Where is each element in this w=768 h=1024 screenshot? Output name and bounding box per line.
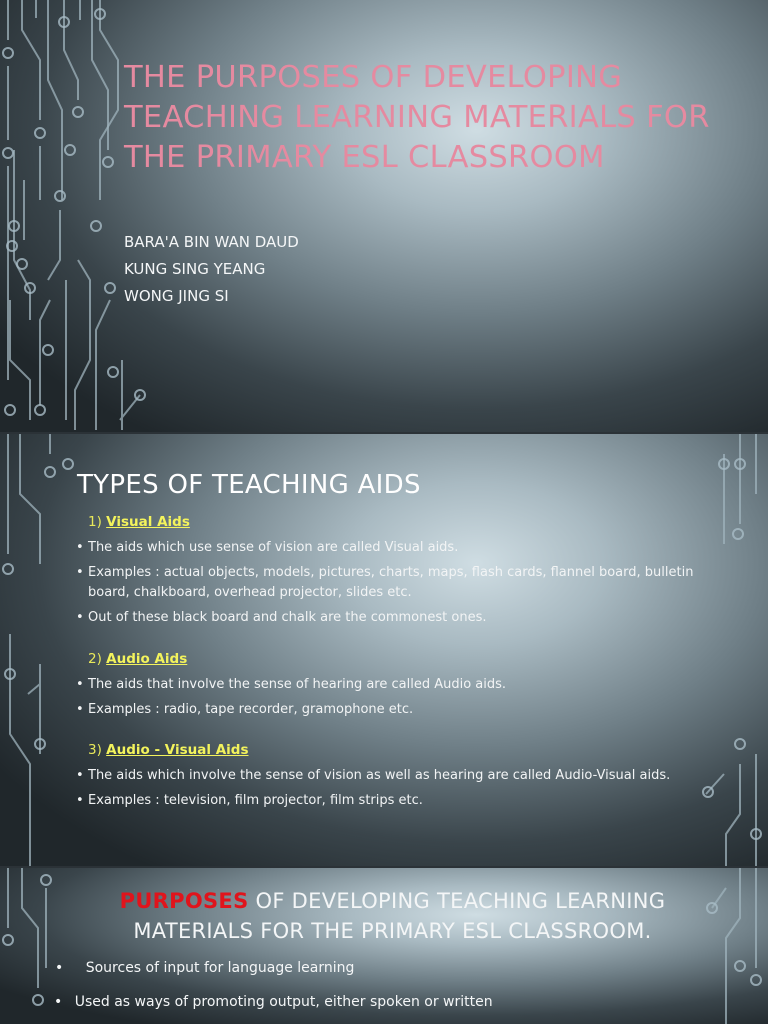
slide-heading [60, 886, 725, 946]
bullet-list-audio [76, 675, 706, 725]
bullet-list-audio-visual [76, 766, 706, 816]
section-number: 2) [88, 651, 102, 667]
bullet-item: • The aids which involve the sense of vision as well as hearing are called Audio-Visual aids. [76, 766, 706, 786]
bullet-list-visual [76, 538, 706, 633]
author-name: WONG JING SI [124, 287, 229, 305]
presentation-title: THE PURPOSES OF DEVELOPING TEACHING LEARNING MATERIALS FOR THE PRIMARY ESL CLASSROOM [124, 60, 710, 175]
slide-heading: TYPES OF TEACHING AIDS [77, 470, 421, 500]
bullet-item [55, 960, 354, 976]
bullet-item: • The aids that involve the sense of hearing are called Audio aids. [76, 675, 706, 695]
title-highlight: PURPOSES [119, 889, 249, 913]
bullet-item: • Examples : actual objects, models, pictures, charts, maps, flash cards, flannel board, bulletin board, chalkboard, overhead projector, slides etc. [76, 563, 706, 603]
bullet-item: • The aids which use sense of vision are called Visual aids. [76, 538, 706, 558]
section-label: Audio Aids [106, 651, 188, 667]
title-slide [0, 0, 768, 432]
section-number: 1) [88, 514, 102, 530]
section-heading-visual [88, 514, 190, 530]
bullet-item: • Examples : television, film projector, film strips etc. [76, 791, 706, 811]
author-name: KUNG SING YEANG [124, 260, 266, 278]
section-label: Audio - Visual Aids [106, 742, 249, 758]
bullet-marker: • [54, 994, 63, 1010]
author-name: BARA'A BIN WAN DAUD [124, 233, 299, 251]
bullet-item: • Examples : radio, tape recorder, gramophone etc. [76, 700, 706, 720]
bullet-marker: • [55, 960, 64, 976]
title-rest: OF DEVELOPING TEACHING LEARNING MATERIALS FOR THE PRIMARY ESL CLASSROOM. [133, 889, 666, 943]
bullet-item [54, 994, 493, 1010]
bullet-item: • Out of these black board and chalk are the commonest ones. [76, 608, 706, 628]
section-number: 3) [88, 742, 102, 758]
bullet-text: Used as ways of promoting output, either spoken or written [74, 994, 493, 1010]
section-heading-audio [88, 651, 187, 667]
section-label: Visual Aids [106, 514, 190, 530]
section-heading-audio-visual [88, 742, 248, 758]
bullet-text: Sources of input for language learning [85, 960, 355, 976]
author-list [124, 229, 299, 310]
